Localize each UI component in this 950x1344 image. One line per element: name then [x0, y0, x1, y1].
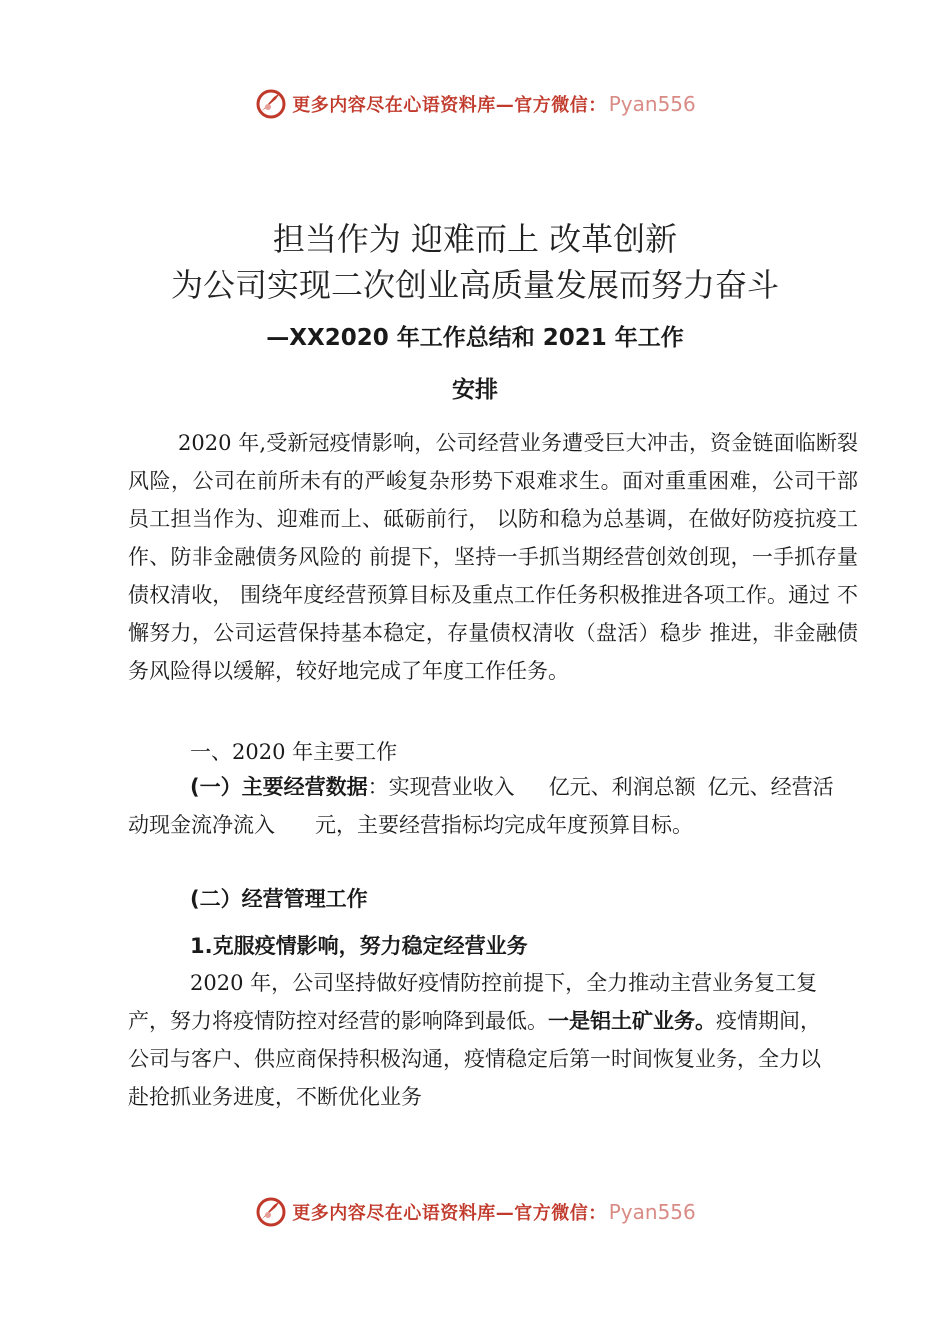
business-data-text-c: 亿元、经营活动现金流净流入 [128, 775, 834, 837]
epidemic-paragraph [128, 964, 840, 1116]
epidemic-text-a: 2020 年，公司坚持做好疫情防控前提下，全力推动主营业务复工复产，努力将疫情防控对经营的影响降到最低。 [128, 971, 818, 1033]
watermark-wechat-id: Pyan556 [608, 92, 696, 116]
watermark-logo-icon [254, 1195, 288, 1229]
epidemic-text-b: 疫情期间，公司与客户、供应商保持积极沟通，疫情稳定后第一时间恢复业务，全力以赴抢抓业务进度，不断优化业务 [128, 1009, 821, 1109]
document-subtitle-line2: 安排 [452, 377, 498, 403]
document-title-line2: 为公司实现二次创业高质量发展而努力奋斗 [170, 266, 779, 304]
watermark-text: 更多内容尽在心语资料库—官方微信： [292, 1203, 607, 1224]
watermark-top [0, 84, 950, 124]
watermark-text: 更多内容尽在心语资料库—官方微信： [292, 95, 607, 116]
document-title-line1: 担当作为 迎难而上 改革创新 [272, 220, 678, 258]
business-data-paragraph [128, 768, 840, 844]
section-heading-3: 1.克服疫情影响，努力稳定经营业务 [190, 934, 528, 958]
watermark-logo-icon [254, 87, 288, 121]
watermark-bottom [0, 1192, 950, 1232]
intro-paragraph: 2020 年,受新冠疫情影响，公司经营业务遭受巨大冲击，资金链面临断裂风险，公司在前所未有的严峻复杂形势下艰难求生。面对重重困难，公司干部员工担当作为、迎难而上、砥砺前行， 以防和稳为总基调，在做好防疫抗疫工作、防非金融债务风险的 前提下，坚持一手抓当期经营创效创现，一手抓存量债权清收， 围绕年度经营预算目标及重点工作任务积极推进各项工作。通过 不懈努力，公司运营保持基本稳定，存量债权清收（盘活）稳步 推进，非金融债务风险得以缓解，较好地完成了年度工作任务。 [128, 431, 858, 683]
document-subtitle-line1: —XX2020 年工作总结和 2021 年工作 [266, 325, 684, 351]
section-heading-2: (二）经营管理工作 [190, 887, 368, 911]
bauxite-label: 一是铝土矿业务。 [548, 1009, 716, 1033]
watermark-wechat-id: Pyan556 [608, 1200, 696, 1224]
business-data-text-a: ：实现营业收入 [367, 775, 515, 799]
business-data-text-b: 亿元、利润总额 [548, 775, 696, 799]
section-heading-1: 一、2020 年主要工作 [190, 740, 398, 764]
business-data-text-d: 元，主要经营指标均完成年度预算目标。 [315, 813, 693, 837]
business-data-label: (一）主要经营数据 [190, 775, 368, 799]
